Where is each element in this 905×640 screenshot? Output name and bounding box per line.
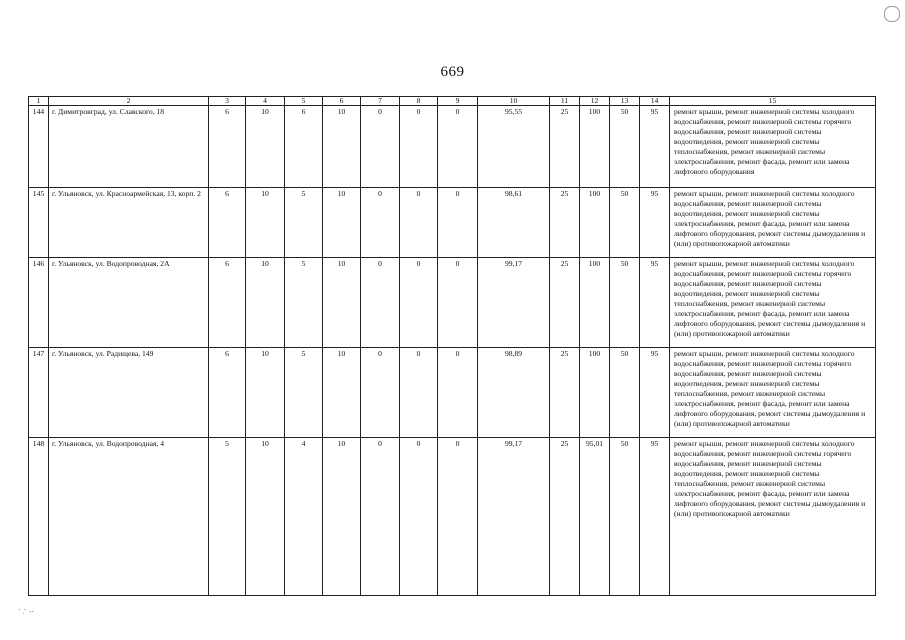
column-header: 13: [610, 97, 640, 106]
value-cell: 5: [285, 258, 323, 348]
value-cell: 95: [640, 438, 670, 596]
works-list-cell: ремонт крыши, ремонт инженерной системы холодного водоснабжения, ремонт инженерной системы горячего водоснабжения, ремонт инженерной системы водоотведения, ремонт инженерной системы теплоснабжения, ремонт инженерной системы электроснабжения, ремонт фасада, ремонт или замена лифтового оборудования, ремонт системы дымоудаления и (или) противопожарной автоматики: [670, 258, 876, 348]
value-cell: 99,17: [478, 438, 550, 596]
value-cell: 50: [610, 188, 640, 258]
column-header: 2: [49, 97, 209, 106]
column-header: 4: [246, 97, 285, 106]
address-cell: г. Димитровград, ул. Славского, 18: [49, 106, 209, 188]
value-cell: 0: [361, 348, 400, 438]
column-header: 9: [438, 97, 478, 106]
value-cell: 100: [580, 348, 610, 438]
value-cell: 0: [361, 188, 400, 258]
value-cell: 10: [323, 258, 361, 348]
value-cell: 98,89: [478, 348, 550, 438]
scan-speckle: · ·̣ ..: [18, 604, 34, 614]
value-cell: 25: [550, 348, 580, 438]
value-cell: 10: [246, 438, 285, 596]
value-cell: 50: [610, 348, 640, 438]
row-number: 147: [29, 348, 49, 438]
table-row: [29, 188, 876, 258]
works-list-cell: ремонт крыши, ремонт инженерной системы холодного водоснабжения, ремонт инженерной системы горячего водоснабжения, ремонт инженерной системы водоотведения, ремонт инженерной системы теплоснабжения, ремонт инженерной системы электроснабжения, ремонт фасада, ремонт или замена лифтового оборудования, ремонт системы дымоудаления и (или) противопожарной автоматики: [670, 438, 876, 596]
value-cell: 99,17: [478, 258, 550, 348]
value-cell: 95: [640, 258, 670, 348]
value-cell: 50: [610, 258, 640, 348]
value-cell: 0: [400, 348, 438, 438]
value-cell: 50: [610, 106, 640, 188]
value-cell: 10: [323, 106, 361, 188]
row-number: 145: [29, 188, 49, 258]
value-cell: 0: [438, 438, 478, 596]
table-row: [29, 438, 876, 596]
value-cell: 0: [438, 348, 478, 438]
column-header: 12: [580, 97, 610, 106]
column-header: 14: [640, 97, 670, 106]
value-cell: 0: [400, 258, 438, 348]
table-row: [29, 258, 876, 348]
column-header: 1: [29, 97, 49, 106]
value-cell: 25: [550, 106, 580, 188]
row-number: 146: [29, 258, 49, 348]
value-cell: 95: [640, 188, 670, 258]
address-cell: г. Ульяновск, ул. Водопроводная, 4: [49, 438, 209, 596]
value-cell: 0: [361, 438, 400, 596]
value-cell: 10: [323, 348, 361, 438]
row-number: 148: [29, 438, 49, 596]
value-cell: 5: [285, 348, 323, 438]
value-cell: 0: [361, 258, 400, 348]
value-cell: 0: [438, 258, 478, 348]
value-cell: 0: [361, 106, 400, 188]
value-cell: 6: [209, 258, 246, 348]
page-number: 669: [440, 64, 465, 80]
value-cell: 10: [246, 348, 285, 438]
value-cell: 6: [285, 106, 323, 188]
column-header: 10: [478, 97, 550, 106]
value-cell: 10: [246, 188, 285, 258]
row-number: 144: [29, 106, 49, 188]
table-header-row: [29, 97, 876, 106]
value-cell: 10: [323, 438, 361, 596]
value-cell: 100: [580, 106, 610, 188]
column-header: 11: [550, 97, 580, 106]
column-header: 15: [670, 97, 876, 106]
value-cell: 5: [285, 188, 323, 258]
works-list-cell: ремонт крыши, ремонт инженерной системы холодного водоснабжения, ремонт инженерной системы горячего водоснабжения, ремонт инженерной системы водоотведения, ремонт инженерной системы теплоснабжения, ремонт инженерной системы электроснабжения, ремонт фасада, ремонт или замена лифтового оборудования: [670, 106, 876, 188]
data-table: [28, 96, 876, 596]
value-cell: 0: [438, 188, 478, 258]
value-cell: 100: [580, 258, 610, 348]
column-header: 6: [323, 97, 361, 106]
value-cell: 5: [209, 438, 246, 596]
address-cell: г. Ульяновск, ул. Радищева, 149: [49, 348, 209, 438]
value-cell: 0: [400, 188, 438, 258]
value-cell: 0: [400, 438, 438, 596]
column-header: 8: [400, 97, 438, 106]
column-header: 3: [209, 97, 246, 106]
works-list-cell: ремонт крыши, ремонт инженерной системы холодного водоснабжения, ремонт инженерной системы водоотведения, ремонт инженерной системы электроснабжения, ремонт фасада, ремонт или замена лифтового оборудования, ремонт системы дымоудаления и (или) противопожарной автоматики: [670, 188, 876, 258]
value-cell: 25: [550, 188, 580, 258]
value-cell: 95: [640, 348, 670, 438]
value-cell: 6: [209, 106, 246, 188]
value-cell: 10: [246, 106, 285, 188]
value-cell: 50: [610, 438, 640, 596]
value-cell: 100: [580, 188, 610, 258]
value-cell: 98,61: [478, 188, 550, 258]
column-header: 7: [361, 97, 400, 106]
value-cell: 0: [438, 106, 478, 188]
table-row: [29, 106, 876, 188]
works-list-cell: ремонт крыши, ремонт инженерной системы холодного водоснабжения, ремонт инженерной системы горячего водоснабжения, ремонт инженерной системы водоотведения, ремонт инженерной системы теплоснабжения, ремонт инженерной системы электроснабжения, ремонт фасада, ремонт или замена лифтового оборудования, ремонт системы дымоудаления и (или) противопожарной автоматики: [670, 348, 876, 438]
table-row: [29, 348, 876, 438]
value-cell: 4: [285, 438, 323, 596]
value-cell: 0: [400, 106, 438, 188]
value-cell: 6: [209, 348, 246, 438]
value-cell: 25: [550, 438, 580, 596]
address-cell: г. Ульяновск, ул. Водопроводная, 2А: [49, 258, 209, 348]
value-cell: 10: [246, 258, 285, 348]
address-cell: г. Ульяновск, ул. Красноармейская, 13, корп. 2: [49, 188, 209, 258]
value-cell: 95,01: [580, 438, 610, 596]
scan-mark-icon: [884, 6, 900, 22]
value-cell: 25: [550, 258, 580, 348]
value-cell: 95: [640, 106, 670, 188]
value-cell: 10: [323, 188, 361, 258]
value-cell: 95,55: [478, 106, 550, 188]
value-cell: 6: [209, 188, 246, 258]
column-header: 5: [285, 97, 323, 106]
